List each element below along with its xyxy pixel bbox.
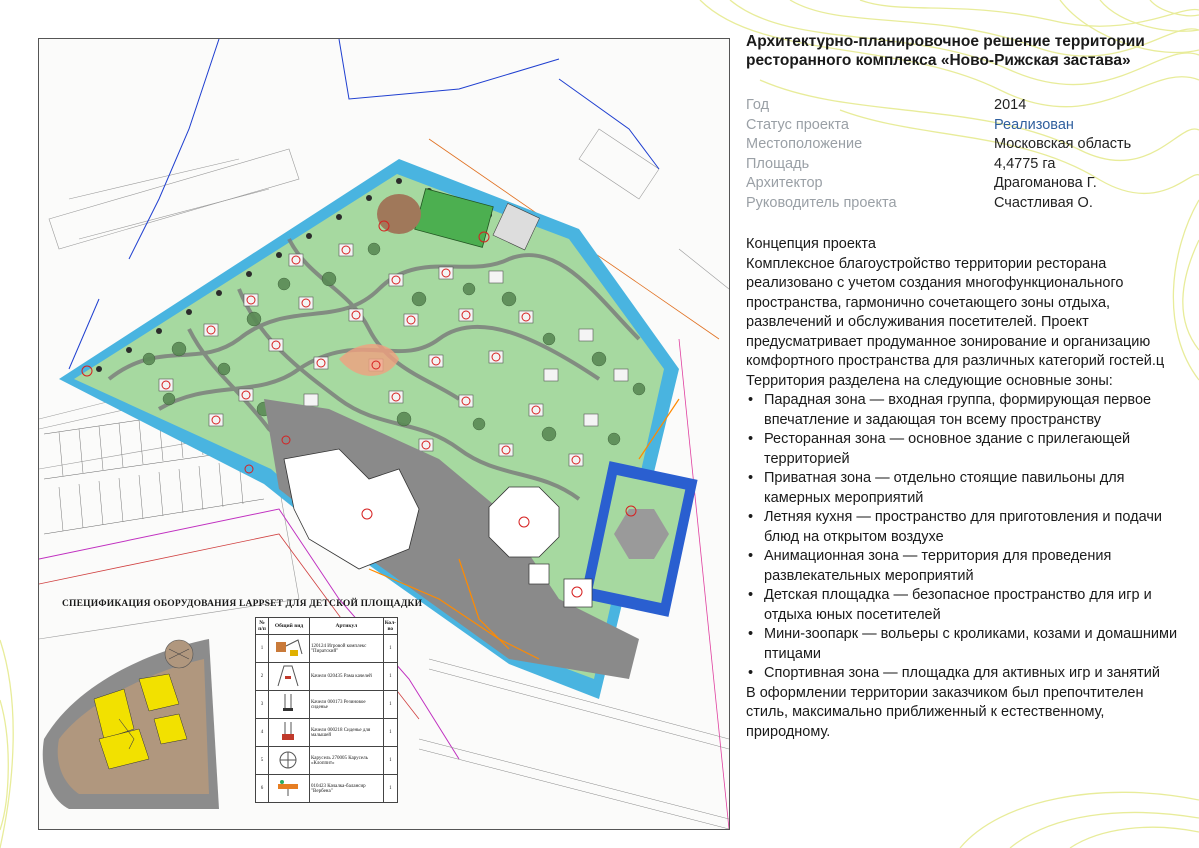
spec-header-num: № п/п: [256, 618, 269, 635]
spec-cell-num: 6: [256, 775, 269, 803]
list-item: • Мини-зоопарк — вольеры с кроликами, козами и домашними птицами: [746, 625, 1186, 664]
spec-cell-num: 2: [256, 663, 269, 691]
spec-cell-article: Качели 000218 Сиденье для малышей: [310, 719, 384, 747]
equipment-thumbnail: [269, 775, 310, 803]
table-row: [256, 663, 398, 691]
spec-header-article: Артикул: [310, 618, 384, 635]
meta-label-status: Статус проекта: [746, 116, 849, 133]
spec-cell-num: 1: [256, 635, 269, 663]
meta-value-location: Московская область: [994, 136, 1132, 152]
list-item: • Приватная зона — отдельно стоящие павильоны для камерных мероприятий: [746, 469, 1186, 508]
table-row: [256, 775, 398, 803]
spec-cell-num: 5: [256, 747, 269, 775]
list-item: • Спортивная зона — площадка для активных игр и занятий: [746, 664, 1186, 684]
spec-cell-num: 3: [256, 691, 269, 719]
equipment-thumbnail: [269, 691, 310, 719]
project-meta: [746, 96, 1186, 213]
spec-cell-article: 120124 Игровой комплекс "Пиратский": [310, 635, 384, 663]
equipment-thumbnail: [269, 747, 310, 775]
list-item: • Летняя кухня — пространство для приготовления и подачи блюд на открытом воздухе: [746, 508, 1186, 547]
spec-cell-qty: 1: [383, 635, 397, 663]
spec-cell-qty: 1: [383, 747, 397, 775]
spec-title: СПЕЦИФИКАЦИЯ ОБОРУДОВАНИЯ LAPPSET ДЛЯ ДЕТСКОЙ ПЛОЩАДКИ: [62, 599, 423, 609]
list-item: • Анимационная зона — территория для проведения развлекательных мероприятий: [746, 547, 1186, 586]
meta-label-manager: Руководитель проекта: [746, 194, 897, 211]
table-row: [256, 747, 398, 775]
spec-cell-article: Карусель 270005 Карусель «Клоппит»: [310, 747, 384, 775]
spec-cell-article: Качели 000173 Резиновое сиденье: [310, 691, 384, 719]
list-item: • Ресторанная зона — основное здание с прилегающей территорией: [746, 430, 1186, 469]
zones-heading: Территория разделена на следующие основные зоны:: [746, 372, 1113, 389]
concept-description: [746, 235, 1186, 742]
meta-label-location: Местоположение: [746, 136, 863, 152]
meta-label-area: Площадь: [746, 155, 810, 172]
spec-cell-qty: 1: [383, 775, 397, 803]
spec-cell-article: 010423 Качалка-балансир "Вербена": [310, 775, 384, 803]
meta-value-year: 2014: [994, 97, 1027, 113]
table-row: [256, 691, 398, 719]
spec-cell-article: Качели 020435 Рама качелей: [310, 663, 384, 691]
spec-cell-qty: 1: [383, 719, 397, 747]
meta-value-architect: Драгоманова Г.: [994, 175, 1097, 191]
table-row: [256, 719, 398, 747]
equipment-thumbnail: [269, 663, 310, 691]
equipment-thumbnail: [269, 719, 310, 747]
meta-value-manager: Счастливая О.: [994, 194, 1093, 211]
spec-header-qty: Кол-во: [383, 618, 397, 635]
meta-value-area: 4,4775 га: [994, 155, 1056, 172]
meta-label-year: Год: [746, 97, 770, 113]
spec-header-view: Общий вид: [269, 618, 310, 635]
list-item: • Детская площадка — безопасное пространство для игр и отдыха юных посетителей: [746, 586, 1186, 625]
spec-table: [255, 617, 398, 803]
meta-label-architect: Архитектор: [746, 175, 823, 191]
list-item: • Парадная зона — входная группа, формирующая первое впечатление и задающая тон всему пространству: [746, 391, 1186, 430]
project-info-panel: [746, 32, 1186, 742]
spec-cell-qty: 1: [383, 663, 397, 691]
equipment-thumbnail: [269, 635, 310, 663]
concept-intro: Комплексное благоустройство территории ресторана реализовано с учетом создания многофункционального пространства, гармонично сочетающего зоны отдыха, развлечений и обслуживания посетителей. Проект предусматривает продуманное зонирование и организацию комфортного пространства для различных категорий гостей.ц: [746, 255, 1165, 369]
concept-heading: Концепция проекта: [746, 236, 876, 252]
concept-closing: В оформлении территории заказчиком был препочтителен стиль, максимально приближенный к естественному, природному.: [746, 684, 1144, 740]
table-row: [256, 635, 398, 663]
spec-cell-num: 4: [256, 719, 269, 747]
page-title: Архитектурно-планировочное решение территории ресторанного комплекса «Ново-Рижская застава»: [746, 33, 1145, 69]
spec-cell-qty: 1: [383, 691, 397, 719]
meta-value-status: Реализован: [994, 116, 1074, 133]
zones-list: [746, 391, 1186, 684]
